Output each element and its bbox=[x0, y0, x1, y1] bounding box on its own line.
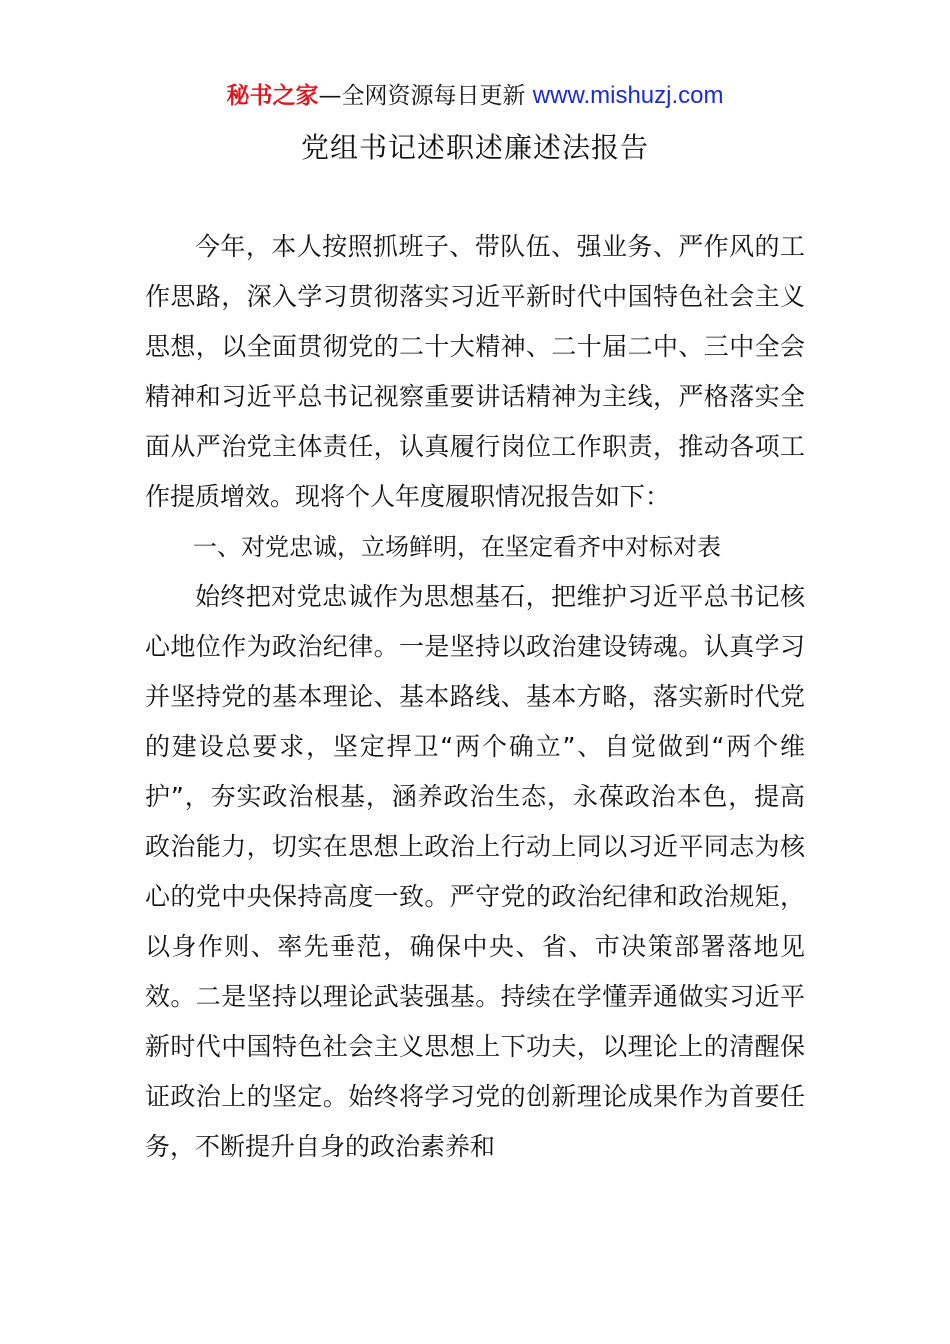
section-heading: 一、对党忠诚，立场鲜明，在坚定看齐中对标对表 bbox=[193, 533, 721, 561]
document-body bbox=[145, 222, 805, 1172]
section-paragraph: 始终把对党忠诚作为思想基石，把维护习近平总书记核心地位作为政治纪律。一是坚持以政治建设铸魂。认真学习并坚持党的基本理论、基本路线、基本方略，落实新时代党的建设总要求，坚定捍卫“两个确立”、自觉做到“两个维护”，夯实政治根基，涵养政治生态，永葆政治本色，提高政治能力，切实在思想上政治上行动上同以习近平同志为核心的党中央保持高度一致。严守党的政治纪律和政治规矩，以身作则、率先垂范，确保中央、省、市决策部署落地见效。二是坚持以理论武装强基。持续在学懂弄通做实习近平新时代中国特色社会主义思想上下功夫，以理论上的清醒保证政治上的坚定。始终将学习党的创新理论成果作为首要任务，不断提升自身的政治素养和 bbox=[145, 582, 805, 1161]
site-url-link[interactable]: www.mishuzj.com bbox=[532, 82, 724, 109]
brand-name: 秘书之家 bbox=[226, 83, 319, 109]
site-header bbox=[0, 80, 950, 112]
site-tagline: —全网资源每日更新 bbox=[318, 83, 533, 109]
intro-paragraph: 今年，本人按照抓班子、带队伍、强业务、严作风的工作思路，深入学习贯彻落实习近平新时代中国特色社会主义思想，以全面贯彻党的二十大精神、二十届二中、三中全会精神和习近平总书记视察重要讲话精神为主线，严格落实全面从严治党主体责任，认真履行岗位工作职责，推动各项工作提质增效。现将个人年度履职情况报告如下： bbox=[145, 232, 805, 511]
document-title: 党组书记述职述廉述法报告 bbox=[300, 131, 649, 164]
